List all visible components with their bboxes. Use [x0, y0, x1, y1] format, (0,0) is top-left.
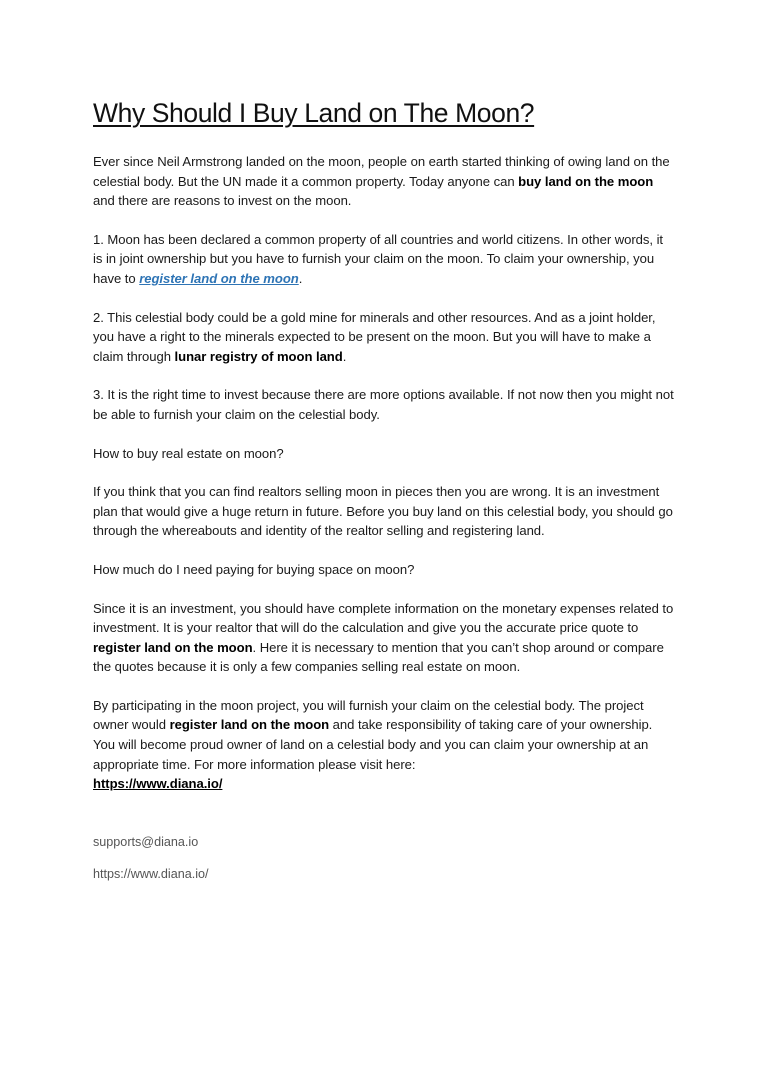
point-3-paragraph: 3. It is the right time to invest because there are more options available. If not now then you might not be able to furnish your claim on the celestial body. — [93, 387, 674, 422]
project-register-keyword: register land on the moon — [169, 717, 330, 733]
register-land-link[interactable]: register land on the moon — [139, 270, 299, 286]
intro-paragraph — [93, 152, 675, 211]
lunar-registry-keyword: lunar registry of moon land — [174, 348, 343, 364]
document-page — [93, 96, 675, 898]
register-land-keyword: register land on the moon — [93, 639, 253, 655]
point-2-text-end: . — [342, 348, 347, 364]
realtors-paragraph: If you think that you can find realtors selling moon in pieces then you are wrong. It is an investment plan that would give a huge return in future. Before you buy land on this celestial body, you should go through the whereabouts and identity of the realtor selling and registering land. — [93, 484, 673, 539]
cost-heading: How much do I need paying for buying space on moon? — [93, 561, 415, 577]
project-paragraph — [93, 696, 675, 794]
investment-paragraph — [93, 599, 675, 677]
point-1-text-end: . — [298, 270, 303, 286]
point-2-text: 2. This celestial body could be a gold mine for minerals and other resources. And as a joint holder, you have a right to the minerals expected to be present on the moon. But you will have to make a claim through — [93, 309, 656, 364]
buy-land-keyword: buy land on the moon — [518, 173, 654, 189]
point-1-text: 1. Moon has been declared a common property of all countries and world citizens. In other words, it is in joint ownership but you have to furnish your claim on the moon. To claim your ownership, you have to — [93, 231, 664, 286]
footer-email: supports@diana.io — [93, 834, 199, 849]
diana-website-link[interactable]: https://www.diana.io/ — [93, 776, 223, 792]
footer-website: https://www.diana.io/ — [93, 866, 209, 881]
investment-text: Since it is an investment, you should have complete information on the monetary expenses related to investment. It is your realtor that will do the calculation and give you the accurate price quote to — [93, 600, 674, 636]
project-text: By participating in the moon project, you will furnish your claim on the celestial body. The project owner would — [93, 697, 644, 733]
investment-text-end: . Here it is necessary to mention that you can’t shop around or compare the quotes because it is only a few companies selling real estate on moon. — [93, 639, 664, 675]
point-1-paragraph — [93, 230, 675, 289]
real-estate-heading: How to buy real estate on moon? — [93, 445, 284, 461]
intro-text-end: and there are reasons to invest on the moon. — [93, 193, 352, 209]
page-title: Why Should I Buy Land on The Moon? — [93, 98, 535, 128]
project-text-end: and take responsibility of taking care of your ownership. You will become proud owner of land on a celestial body and you can claim your ownership at an appropriate time. For more information please visit here: — [93, 717, 653, 772]
intro-text: Ever since Neil Armstrong landed on the moon, people on earth started thinking of owing land on the celestial body. But the UN made it a common property. Today anyone can — [93, 154, 670, 189]
point-2-paragraph — [93, 308, 675, 367]
